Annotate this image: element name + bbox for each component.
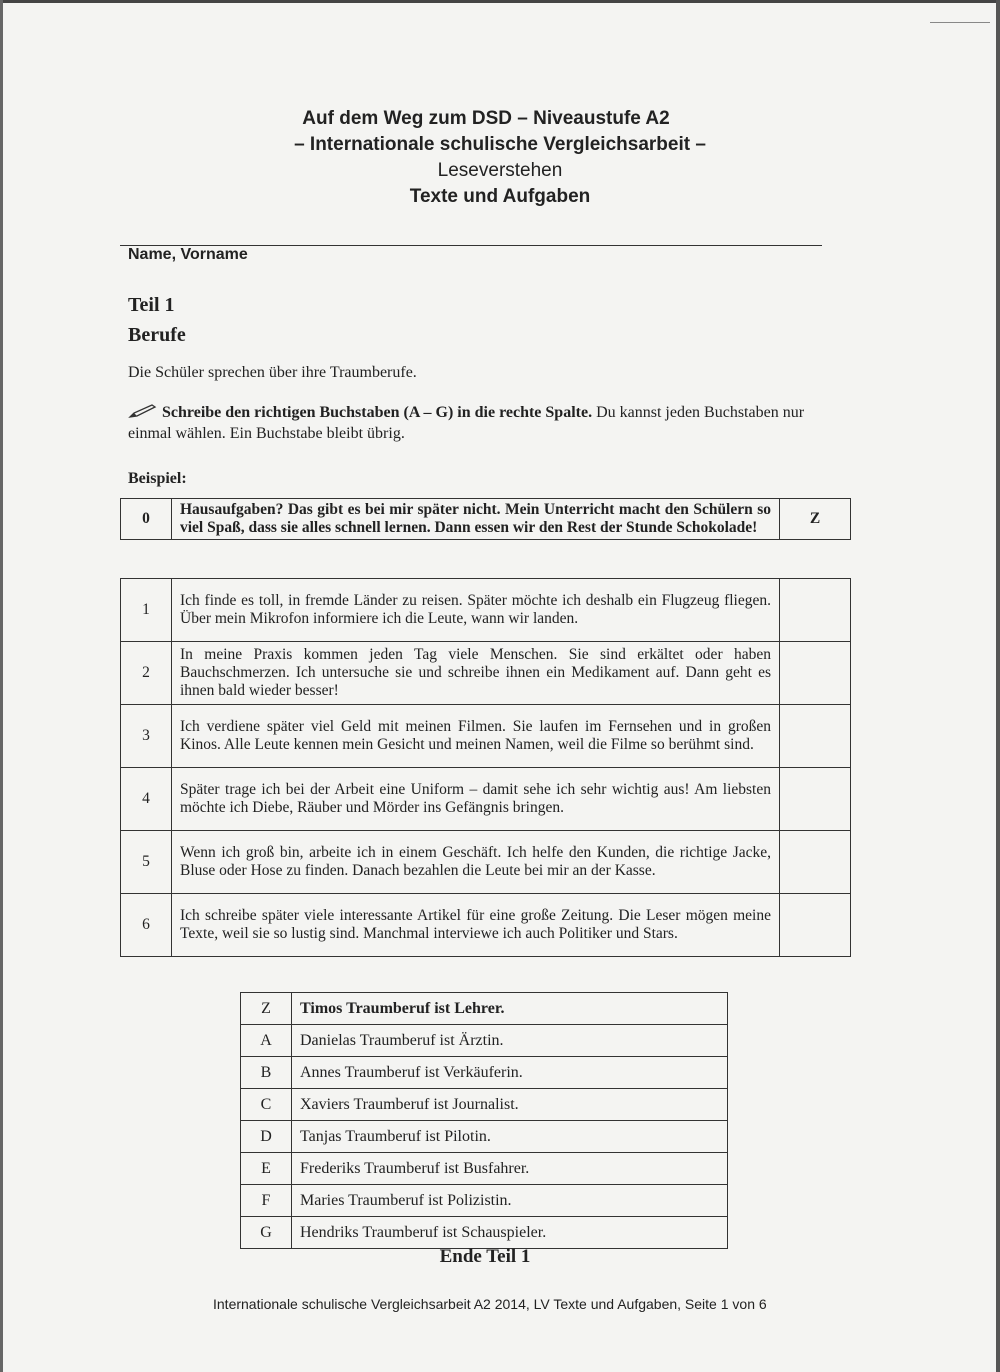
answer-cell[interactable] [780,768,851,831]
option-letter: C [241,1089,292,1121]
option-row [241,1089,728,1121]
options-table [240,992,728,1249]
option-row [241,993,728,1025]
example-label: Beispiel: [128,470,187,487]
answer-cell[interactable] [780,831,851,894]
page-header [0,106,1000,210]
section-heading [128,290,186,350]
task-text: Wenn ich groß bin, arbeite ich in einem Geschäft. Ich helfe den Kunden, die richtige Jacke, Bluse oder Hose zu finden. Danach bezahlen die Leute bei mir an der Kasse. [172,831,780,894]
option-letter: G [241,1217,292,1249]
page-footer: Internationale schulische Vergleichsarbeit A2 2014, LV Texte und Aufgaben, Seite 1 von 6 [213,1296,767,1312]
task-text: Ich verdiene später viel Geld mit meinen Filmen. Sie laufen im Fernsehen und in großen Kinos. Alle Leute kennen mein Gesicht und meinen Namen, weil die Filme so berühmt sind. [172,705,780,768]
option-text: Maries Traumberuf ist Polizistin. [292,1185,728,1217]
intro-text: Die Schüler sprechen über ihre Traumberufe. [128,364,417,381]
section-title: Berufe [128,324,186,346]
instruction-rest: Du kannst jeden Buchstaben nur einmal wählen. Ein Buchstabe bleibt übrig. [128,404,805,442]
answer-cell[interactable] [780,642,851,705]
option-text: Hendriks Traumberuf ist Schauspieler. [292,1217,728,1249]
option-row [241,1057,728,1089]
corner-mark [930,22,990,23]
scan-edge-top [0,0,1000,3]
task-text: Ich finde es toll, in fremde Länder zu reisen. Später möchte ich deshalb ein Flugzeug fliegen. Über mein Mikrofon informiere ich die Leute, wann wir landen. [172,579,780,642]
task-number: 2 [121,642,172,705]
task-row [121,768,851,831]
option-text: Frederiks Traumberuf ist Busfahrer. [292,1153,728,1185]
task-text: Ich schreibe später viele interessante Artikel für eine große Zeitung. Die Leser mögen meine Texte, weil sie so lustig sind. Manchmal interviewe ich auch Politiker und Stars. [172,894,780,957]
task-row [121,894,851,957]
option-letter: Z [241,993,292,1025]
task-number: 4 [121,768,172,831]
task-number: 5 [121,831,172,894]
header-section: Texte und Aufgaben [409,186,591,207]
option-letter: F [241,1185,292,1217]
name-label: Name, Vorname [128,246,248,263]
pencil-icon [128,403,158,419]
option-letter: A [241,1025,292,1057]
header-title: Auf dem Weg zum DSD – Niveaustufe A2 [302,108,670,129]
option-row [241,1217,728,1249]
task-number: 1 [121,579,172,642]
instruction [128,402,828,444]
option-text: Xaviers Traumberuf ist Journalist. [292,1089,728,1121]
end-label: Ende Teil 1 [439,1246,531,1267]
task-number: 3 [121,705,172,768]
task-row [121,642,851,705]
example-number: 0 [121,499,172,540]
option-text: Timos Traumberuf ist Lehrer. [292,993,728,1025]
option-row [241,1025,728,1057]
option-letter: D [241,1121,292,1153]
option-text: Annes Traumberuf ist Verkäuferin. [292,1057,728,1089]
teil-label: Teil 1 [128,294,175,316]
option-row [241,1153,728,1185]
task-text: Später trage ich bei der Arbeit eine Uniform – damit sehe ich sehr wichtig aus! Am liebsten möchte ich Diebe, Räuber und Mörder ins Gefängnis bringen. [172,768,780,831]
option-letter: E [241,1153,292,1185]
example-text: Hausaufgaben? Das gibt es bei mir später nicht. Mein Unterricht macht den Schülern so viel Spaß, dass sie alles schnell lernen. Dann essen wir den Rest der Stunde Schokolade! [172,499,780,540]
task-table [120,578,851,957]
example-answer: Z [780,499,851,540]
option-text: Tanjas Traumberuf ist Pilotin. [292,1121,728,1153]
task-row [121,831,851,894]
option-text: Danielas Traumberuf ist Ärztin. [292,1025,728,1057]
answer-cell[interactable] [780,894,851,957]
instruction-bold: Schreibe den richtigen Buchstaben (A – G) in die rechte Spalte. [162,404,593,421]
answer-cell[interactable] [780,579,851,642]
header-skill: Leseverstehen [437,160,563,181]
task-text: In meine Praxis kommen jeden Tag viele Menschen. Sie sind erkältet oder haben Bauchschmerzen. Ich untersuche sie und schreibe ihnen ein Medikament auf. Dann geht es ihnen bald wieder besser! [172,642,780,705]
option-row [241,1121,728,1153]
task-number: 6 [121,894,172,957]
task-row [121,705,851,768]
option-row [241,1185,728,1217]
answer-cell[interactable] [780,705,851,768]
example-row [121,499,851,540]
example-table [120,498,851,540]
header-subtitle: – Internationale schulische Vergleichsarbeit – [294,134,706,155]
task-row [121,579,851,642]
option-letter: B [241,1057,292,1089]
